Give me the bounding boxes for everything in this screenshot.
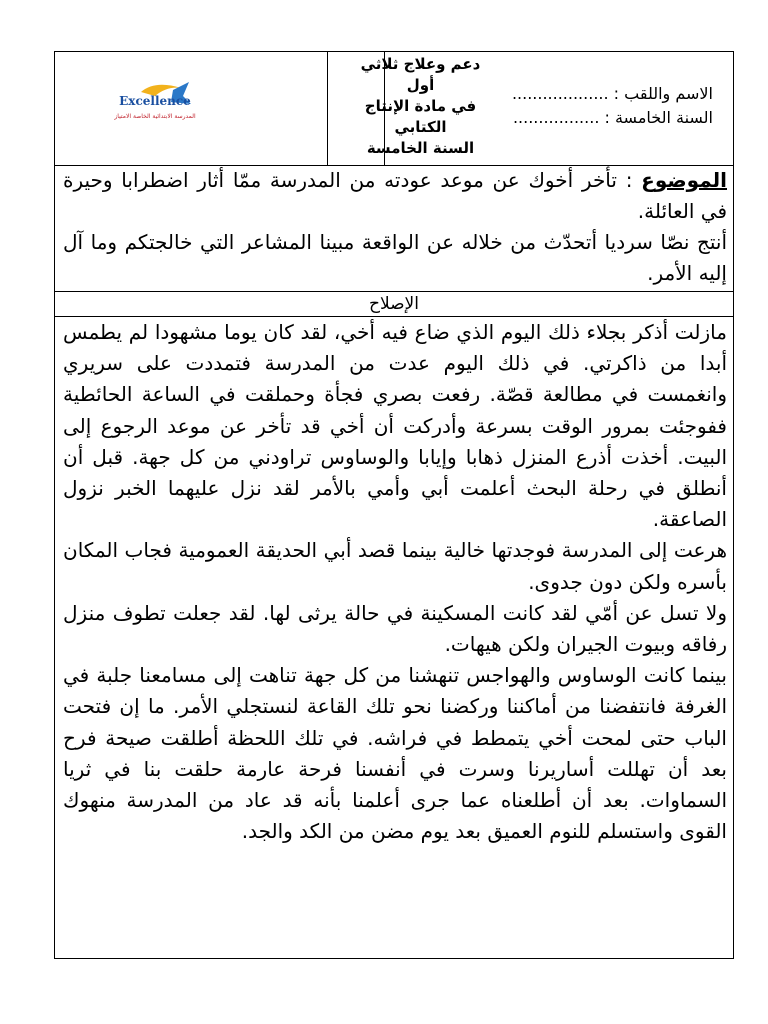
logo-word: Excellence	[119, 94, 191, 108]
logo-cell	[55, 52, 327, 165]
essay-paragraph: هرعت إلى المدرسة فوجدتها خالية بينما قصد أبي الحديقة العمومية فجاب المكان بأسره ولكن دون جدوى.	[63, 538, 727, 594]
title-line: الكتابي	[394, 118, 447, 136]
essay-paragraph: ولا تسل عن أمّي لقد كانت المسكينة في حالة يرثى لها. لقد جعلت تطوف منزل رفاقه وبيوت الجيران ولكن هيهات.	[63, 600, 727, 657]
title-line: في مادة الإنتاج	[364, 97, 477, 115]
correction-heading: الإصلاح	[55, 292, 733, 317]
title-line: أول	[406, 76, 435, 94]
essay-paragraph: بينما كانت الوساوس والهواجس تنهشنا من كل جهة تناهت إلى مسامعنا جلبة في الغرفة فانتفضنا من أماكننا وركضنا نحو تلك القاعة لنستجلي الأمر. ما إن فتحت الباب حتى لمحت أخي يتمطط في فراشه. في تلك اللحظة أطلقت صيحة فرح بعد أن تهللت أساريرنا وسرت في أنفسنا فرحة عارمة حلقت بنا في ثريا السماوات. بعد أن أطلعناه عما جرى أعلمنا بأنه قد عاد من المدرسة منهوك القوى واستسلم للنوم العميق بعد يوم مضن من الكد والجد.	[63, 663, 727, 844]
class-field: السنة الخامسة : .................	[512, 108, 713, 127]
subject-block	[55, 165, 733, 292]
worksheet	[54, 51, 734, 959]
essay-paragraph: مازلت أذكر بجلاء ذلك اليوم الذي ضاع فيه أخي، لقد كان يوما مشهودا لم يطمس أبدا من ذاكرتي. في ذلك اليوم عدت من المدرسة فتمددت على سريري وانغمست في مطالعة قصّة. رفعت بصري فجأة وحملقت في الساعة الحائطية ففوجئت بمرور الوقت بسرعة وأدركت أن أخي قد تأخر عن موعد الرجوع إلى البيت. أخذت أذرع المنزل ذهابا وإيابا والوساوس تراودني من كل جهة. قبل أن أنطلق في رحلة البحث أعلمت أبي وأمي بالأمر لقد نزل عليهما الخبر نزول الصاعقة.	[63, 320, 727, 532]
header-row	[55, 52, 733, 166]
logo-caption: المدرسة الابتدائية الخاصة الامتياز	[114, 113, 196, 120]
worksheet-title	[327, 52, 513, 165]
title-line: السنة الخامسة	[366, 139, 475, 157]
subject-task: أنتج نصّا سرديا أتحدّث من خلاله عن الواقعة مبينا المشاعر التي خالجتكم وما آل إليه الأمر.	[63, 230, 727, 285]
subject-keyword: الموضوع	[641, 168, 727, 192]
school-logo	[55, 52, 327, 165]
essay-body	[55, 317, 733, 958]
title-line: دعم وعلاج ثلاثي	[360, 55, 481, 73]
subject-sentence: : تأخر أخوك عن موعد عودته من المدرسة ممّا أثار اضطرابا وحيرة في العائلة.	[63, 168, 727, 223]
subject-statement	[63, 165, 727, 227]
name-field: الاسم واللقب : ...................	[511, 84, 713, 103]
